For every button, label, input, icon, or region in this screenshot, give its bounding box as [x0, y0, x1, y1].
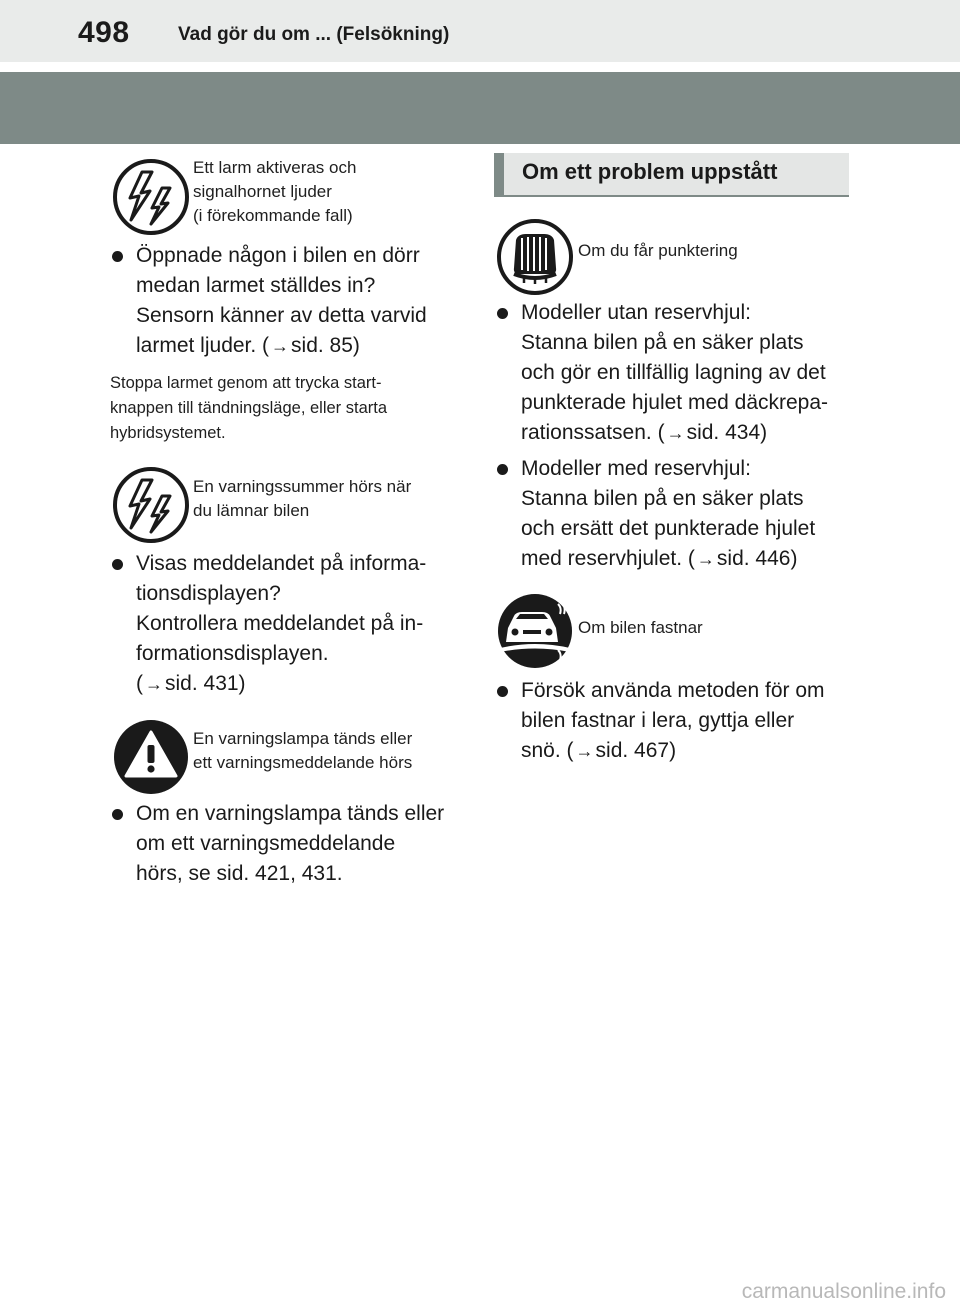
section-title: Vad gör du om ... (Felsökning) — [178, 24, 450, 45]
header-band — [0, 72, 960, 144]
page-reference-link[interactable]: sid. 85) — [291, 334, 360, 357]
page-reference-link[interactable]: sid. 431) — [165, 672, 246, 695]
flat-tire-caption: Om du får punktering — [578, 241, 738, 260]
bullet-dot — [112, 809, 123, 820]
alarm-note: Stoppa larmet genom att trycka start- knappen till tändningsläge, eller starta hybridsystemet. — [110, 374, 388, 442]
bullet-dot — [497, 686, 508, 697]
page-header — [0, 0, 960, 62]
page-number: 498 — [78, 16, 130, 49]
list-item-with-spare: Modeller med reservhjul: Stanna bilen på en säker plats och ersätt det punkterade hjulet med reservhjulet. ( →sid. 446) — [521, 454, 815, 574]
page-reference-link[interactable]: sid. 434) — [686, 421, 768, 444]
list-item-door-opened: Öppnade någon i bilen en dörr medan larmet ställdes in? Sensorn känner av detta varvid larmet ljuder. ( →sid. 85) — [136, 241, 427, 361]
warning-exclamation-icon — [112, 718, 190, 796]
flat-tire-icon — [496, 218, 574, 296]
buzzer-caption: En varningssummer hörs när du lämnar bilen — [193, 477, 412, 520]
stuck-car-caption: Om bilen fastnar — [578, 618, 703, 637]
arrow-right-icon: → — [575, 741, 594, 761]
arrow-right-icon: → — [666, 423, 685, 443]
page-reference-link[interactable]: sid. 467) — [595, 739, 677, 762]
stuck-car-icon — [496, 592, 574, 670]
section-heading — [494, 153, 849, 197]
page-reference-link[interactable]: sid. 446) — [716, 547, 798, 570]
list-item-stuck: Försök använda metoden för om bilen fastnar i lera, gyttja eller snö. ( →sid. 467) — [521, 676, 825, 766]
alarm-caption: Ett larm aktiveras och signalhornet ljuder (i förekommande fall) — [193, 158, 357, 225]
section-heading-text: Om ett problem uppstått — [522, 159, 778, 184]
arrow-right-icon: → — [696, 549, 715, 569]
bullet-dot — [112, 251, 123, 262]
arrow-right-icon: → — [271, 336, 290, 356]
list-item-warning-lamp: Om en varningslampa tänds eller om ett varningsmeddelande hörs, se sid. 421, 431. — [136, 799, 444, 889]
arrow-right-icon: → — [145, 674, 163, 694]
list-item-info-display: Visas meddelandet på informa- tionsdisplayen? Kontrollera meddelandet på in- formationsdisplayen. ( →sid. 431) — [136, 549, 426, 699]
list-item-no-spare: Modeller utan reservhjul: Stanna bilen på en säker plats och gör en tillfällig lagning av det punkterade hjulet med däckrepa- rationssatsen. ( →sid. 434) — [521, 298, 828, 448]
bullet-dot — [112, 559, 123, 570]
warning-lamp-caption: En varningslampa tänds eller ett varningsmeddelande hörs — [193, 729, 413, 772]
watermark: carmanualsonline.info — [741, 1280, 946, 1303]
warning-buzzer-lightning-icon — [112, 466, 190, 544]
bullet-dot — [497, 464, 508, 475]
alarm-lightning-icon — [112, 158, 190, 236]
bullet-dot — [497, 308, 508, 319]
